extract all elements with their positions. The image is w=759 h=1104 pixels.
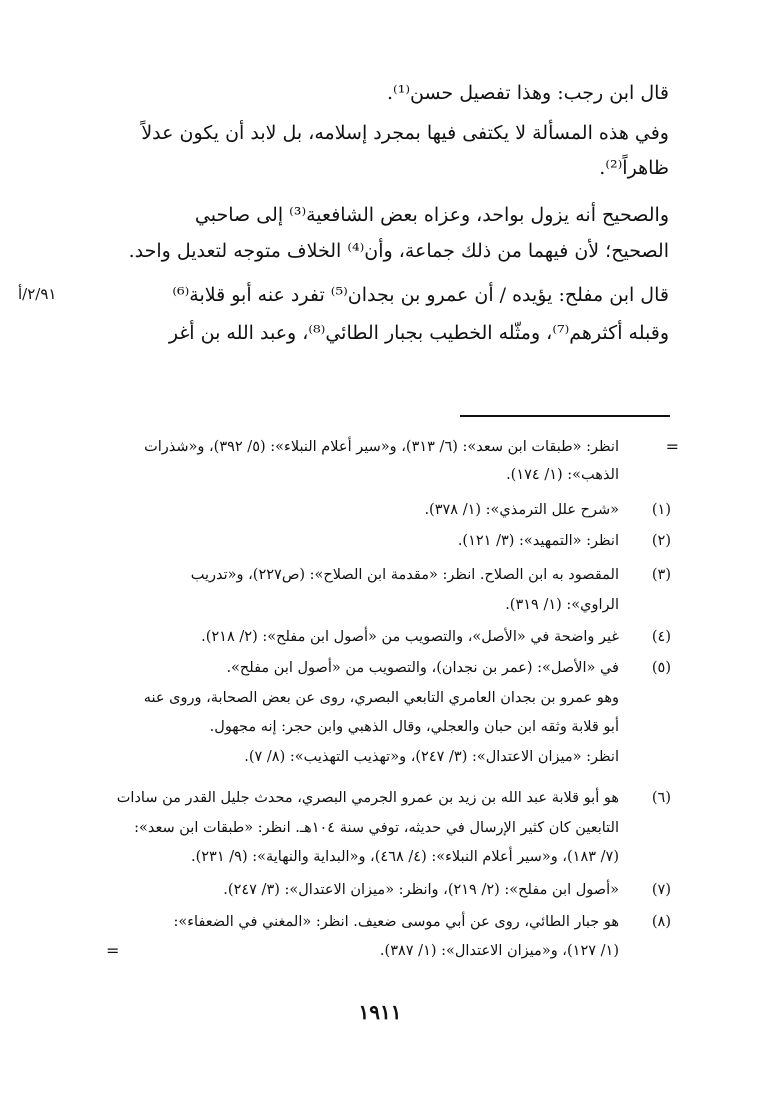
- main-text-line-1: قال ابن رجب: وهذا تفصيل حسن⁽¹⁾.: [387, 82, 669, 104]
- footnote-continuation-line-1: انظر: «طبقات ابن سعد»: (٦/ ٣١٣)، و«سير أعلام النبلاء»: (٥/ ٣٩٢)، و«شذرات: [144, 439, 619, 455]
- main-text-line-7: وقبله أكثرهم⁽⁷⁾، ومثّله الخطيب بجبار الطائي⁽⁸⁾، وعبد الله بن أغر: [168, 322, 669, 344]
- footnote-1-number: (١): [651, 502, 671, 518]
- main-text-line-2: وفي هذه المسألة لا يكتفى فيها بمجرد إسلامه، بل لابد أن يكون عدلاً: [141, 122, 669, 144]
- footnote-1-line-1: «شرح علل الترمذي»: (١/ ٣٧٨).: [424, 502, 619, 518]
- footnote-6-number: (٦): [651, 790, 671, 806]
- footnote-separator: [460, 415, 670, 417]
- footnote-3-line-2: الراوي»: (١/ ٣١٩).: [505, 597, 619, 613]
- main-text-line-6: قال ابن مفلح: يؤيده / أن عمرو بن بجدان⁽⁵⁾ تفرد عنه أبو قلابة⁽⁶⁾: [172, 284, 669, 306]
- manuscript-folio-note: ٢/٩١/أ: [18, 285, 57, 303]
- footnote-8-line-2: (١/ ١٢٧)، و«ميزان الاعتدال»: (١/ ٣٨٧).: [379, 943, 619, 959]
- footnote-6-line-2: التابعين كان كثير الإرسال في حديثه، توفي سنة ١٠٤هـ. انظر: «طبقات ابن سعد»:: [134, 820, 619, 836]
- main-text-line-5: الصحيح؛ لأن فيهما من ذلك جماعة، وأن⁽⁴⁾ الخلاف متوجه لتعديل واحد.: [128, 240, 669, 262]
- footnote-continuation-line-2: الذهب»: (١/ ١٧٤).: [506, 467, 619, 483]
- footnote-6-line-3: (٧/ ١٨٣)، و«سير أعلام النبلاء»: (٤/ ٤٦٨)، و«البداية والنهاية»: (٩/ ٢٣١).: [190, 849, 619, 865]
- continuation-end-mark: =: [106, 941, 120, 960]
- footnote-5-line-1: في «الأصل»: (عمر بن نجدان)، والتصويب من «أصول ابن مفلح».: [226, 660, 619, 676]
- footnote-5-line-4: انظر: «ميزان الاعتدال»: (٣/ ٢٤٧)، و«تهذيب التهذيب»: (٨/ ٧).: [244, 749, 619, 765]
- footnote-4-line-1: غير واضحة في «الأصل»، والتصويب من «أصول ابن مفلح»: (٢/ ٢١٨).: [201, 629, 619, 645]
- footnote-3-line-1: المقصود به ابن الصلاح. انظر: «مقدمة ابن الصلاح»: (ص٢٢٧)، و«تدريب: [190, 567, 619, 583]
- footnote-2-line-1: انظر: «التمهيد»: (٣/ ١٢١).: [457, 533, 619, 549]
- continuation-mark: =: [665, 437, 679, 456]
- footnote-4-number: (٤): [651, 629, 671, 645]
- footnote-8-line-1: هو جبار الطائي، روى عن أبي موسى ضعيف. انظر: «المغني في الضعفاء»:: [173, 914, 619, 930]
- main-text-line-3: ظاهراً⁽²⁾.: [599, 157, 669, 179]
- footnote-2-number: (٢): [651, 533, 671, 549]
- footnote-7-number: (٧): [651, 882, 671, 898]
- main-text-line-4: والصحيح أنه يزول بواحد، وعزاه بعض الشافعية⁽³⁾ إلى صاحبي: [194, 204, 669, 226]
- footnote-6-line-1: هو أبو قلابة عبد الله بن زيد بن عمرو الجرمي البصري، محدث جليل القدر من سادات: [116, 790, 619, 806]
- footnote-5-line-3: أبو قلابة وثقه ابن حبان والعجلي، وقال الذهبي وابن حجر: إنه مجهول.: [209, 719, 619, 735]
- footnote-8-number: (٨): [651, 914, 671, 930]
- footnote-5-number: (٥): [651, 660, 671, 676]
- footnote-7-line-1: «أصول ابن مفلح»: (٢/ ٢١٩)، وانظر: «ميزان الاعتدال»: (٣/ ٢٤٧).: [223, 882, 619, 898]
- page-number: ١٩١١: [358, 1000, 402, 1024]
- footnote-3-number: (٣): [651, 567, 671, 583]
- footnote-5-line-2: وهو عمرو بن بجدان العامري التابعي البصري، روى عن بعض الصحابة، وروى عنه: [143, 690, 619, 706]
